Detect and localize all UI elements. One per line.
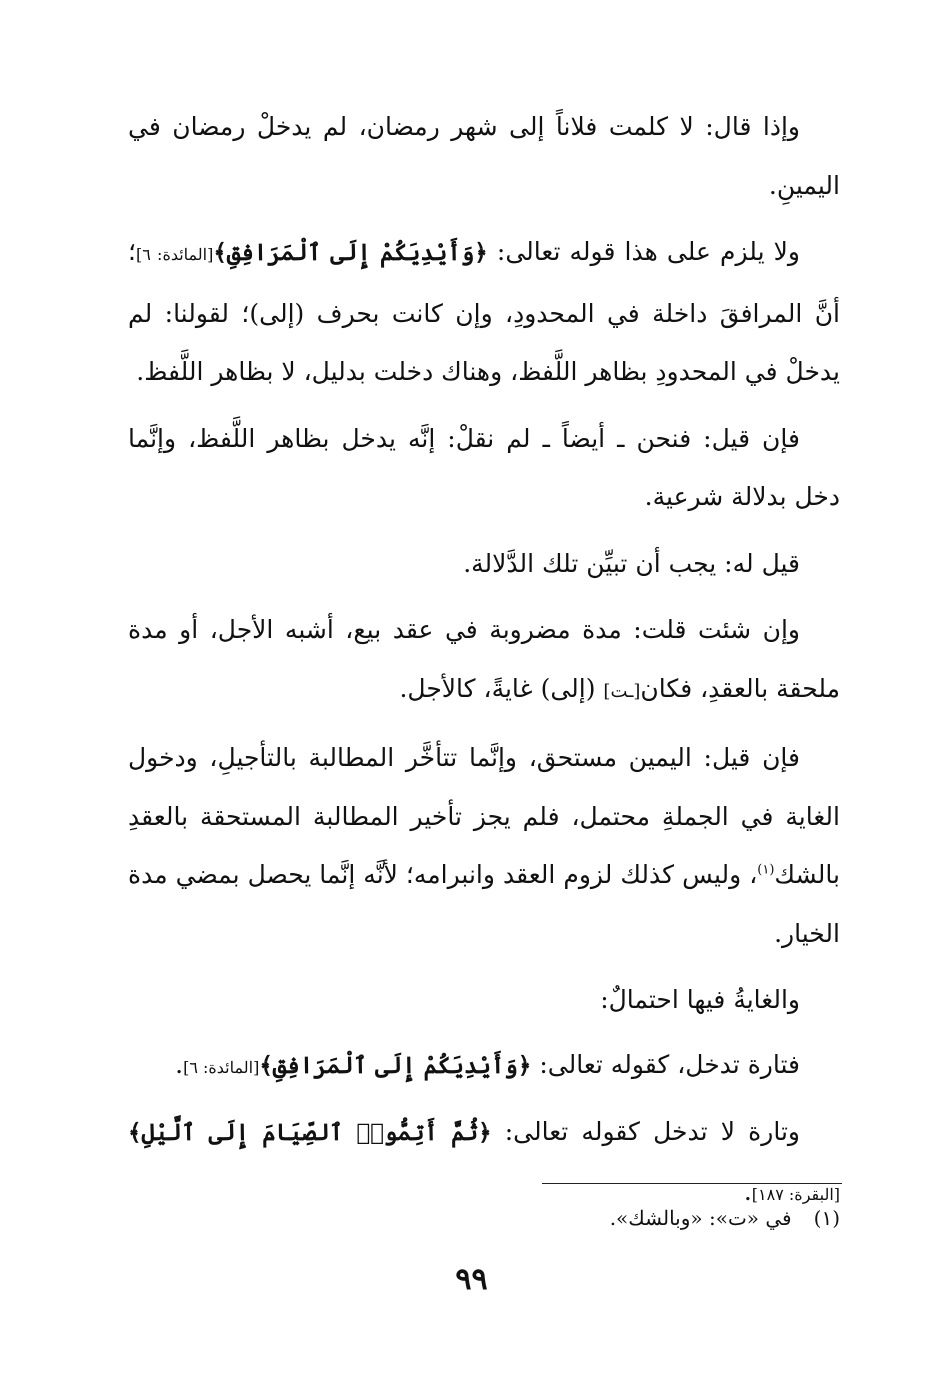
paragraph-7-text: والغايةُ فيها احتمالٌ: — [600, 985, 800, 1014]
verse-reference: [المائدة: ٦] — [183, 1057, 260, 1077]
quran-verse-baqarah-187: ﴿ثُمَّ أَتِمُّوا۟ ٱلصِّيَامَ إِلَى ٱلَّيْلِ﴾ — [128, 1119, 492, 1146]
footnote-text: في «ت»: «وبالشك». — [609, 1206, 792, 1230]
paragraph-5-continuation: (إلى) غايةً، كالأجل. — [399, 673, 604, 703]
paragraph-2 — [128, 223, 840, 402]
paragraph-3 — [128, 410, 840, 527]
paragraph-6 — [128, 729, 840, 963]
footnote-divider — [542, 1183, 842, 1184]
paragraph-6-intro: فإن قيل: اليمين مستحق، وإنَّما تتأخَّر المطالبة بالتأجيلِ، ودخول الغاية في الجملةِ محتمل، فلم يجز تأخير المطالبة المستحقة بالعقدِ بالشك — [128, 743, 840, 889]
paragraph-2-continuation: ؛ أنَّ المرافقَ داخلة في المحدودِ، وإن كانت بحرف (إلى)؛ لقولنا: لم يدخلْ في المحدودِ بظاهر اللَّفظ، وهناك دخلت بدليل، لا بظاهر اللَّفظ. — [128, 237, 841, 386]
paragraph-9-end: . — [743, 1176, 752, 1206]
footnote — [128, 1200, 840, 1236]
verse-reference: [المائدة: ٦] — [135, 245, 214, 264]
paragraph-8-intro: فتارة تدخل، كقوله تعالى: — [531, 1049, 800, 1079]
paragraph-5 — [128, 601, 840, 721]
paragraph-8-end: . — [175, 1049, 184, 1079]
paragraph-7 — [128, 971, 840, 1030]
paragraph-2-intro: ولا يلزم على هذا قوله تعالى: — [487, 237, 800, 266]
paragraph-5-intro: وإن شئت قلت: مدة مضروبة في عقد بيع، أشبه الأجل، أو مدة ملحقة بالعقدِ، فكان — [128, 615, 840, 703]
paragraph-6-continuation: ، وليس كذلك لزوم العقد وانبرامه؛ لأنَّه إنَّما يحصل بمضي مدة الخيار. — [128, 860, 840, 948]
paragraph-1-text: وإذا قال: لا كلمت فلاناً إلى شهر رمضان، لم يدخلْ رمضان في اليمينِ. — [128, 112, 840, 200]
page-number: ٩٩ — [455, 1262, 488, 1297]
footnote-number: (١) — [813, 1206, 840, 1230]
paragraph-4-text: قيل له: يجب أن تبيِّن تلك الدَّلالة. — [463, 548, 800, 578]
footnote-marker[interactable]: (١) — [757, 862, 775, 878]
paragraph-4 — [128, 535, 840, 594]
paragraph-9-intro: وتارة لا تدخل كقوله تعالى: — [491, 1117, 800, 1146]
main-text — [128, 98, 840, 1230]
editorial-bracket: [ـت] — [603, 680, 641, 702]
paragraph-1 — [128, 98, 840, 215]
paragraph-3-text: فإن قيل: فنحن ـ أيضاً ـ لم نقلْ: إنَّه يدخل بظاهر اللَّفظ، وإنَّما دخل بدلالة شرعية. — [128, 423, 840, 511]
paragraph-8 — [128, 1036, 840, 1098]
quran-verse-maidah-6-repeat: ﴿وَأَيْدِيَكُمْ إِلَى ٱلْمَرَافِقِ﴾ — [259, 1051, 532, 1079]
verse-reference: [البقرة: ١٨٧] — [751, 1184, 840, 1204]
quran-verse-maidah-6: ﴿وَأَيْدِيَكُمْ إِلَى ٱلْمَرَافِقِ﴾ — [213, 239, 488, 266]
